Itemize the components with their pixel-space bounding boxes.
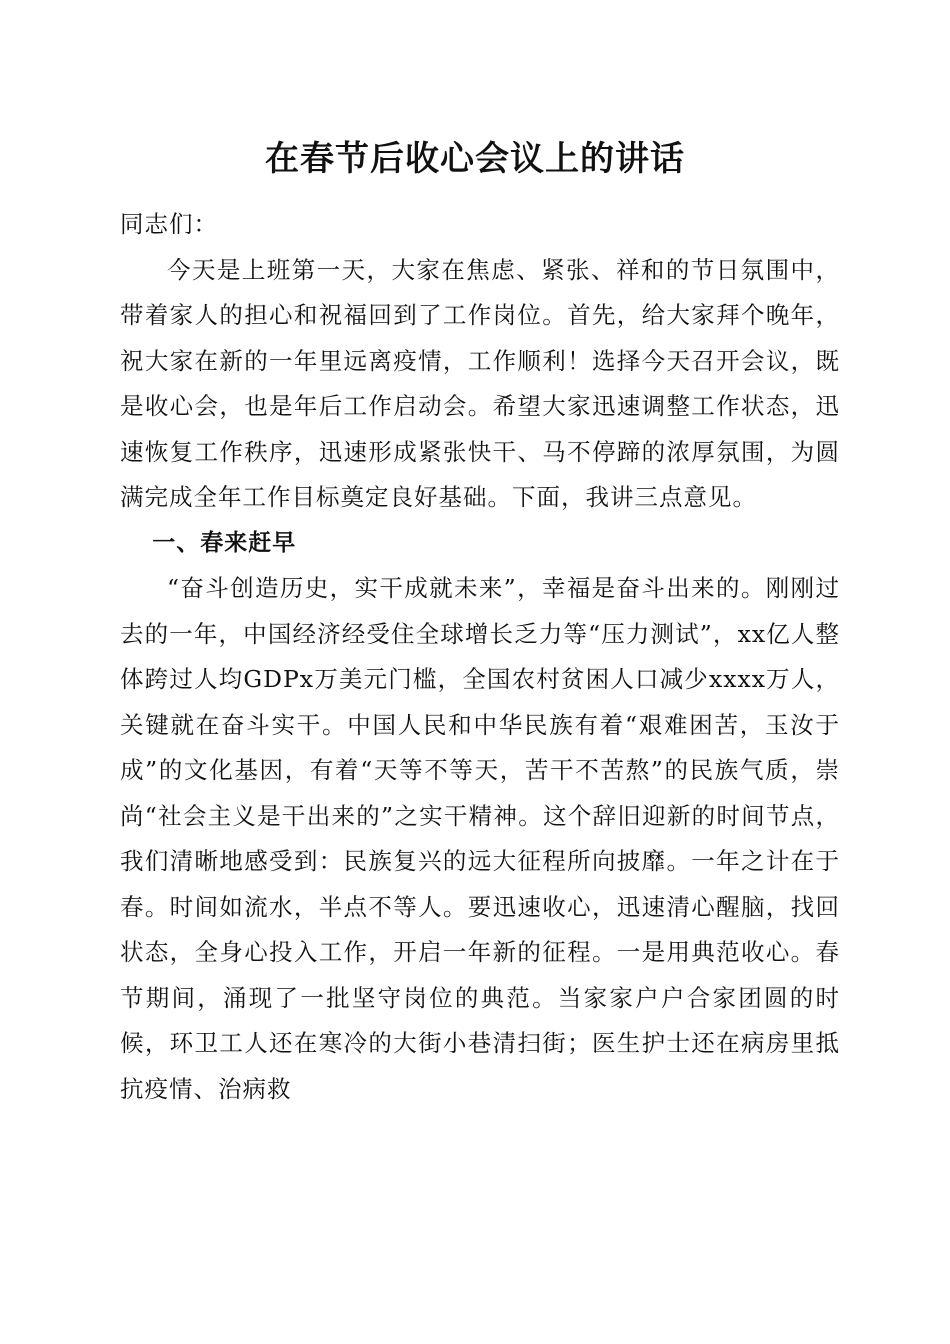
document-title: 在春节后收心会议上的讲话 xyxy=(265,139,685,179)
intro-paragraph: 今天是上班第一天，大家在焦虑、紧张、祥和的节日氛围中，带着家人的担心和祝福回到了工作岗位。首先，给大家拜个晚年，祝大家在新的一年里远离疫情，工作顺利！选择今天召开会议，既是收心会，也是年后工作启动会。希望大家迅速调整工作状态，迅速恢复工作秩序，迅速形成紧张快干、马不停蹄的浓厚氛围，为圆满完成全年工作目标奠定良好基础。下面，我讲三点意见。 xyxy=(120,255,840,511)
salutation: 同志们： xyxy=(120,210,218,238)
section-heading: 一、春来赶早 xyxy=(152,529,297,556)
document-body xyxy=(120,202,840,1112)
section-paragraph: “奋斗创造历史，实干成就未来”，幸福是奋斗出来的。刚刚过去的一年，中国经济经受住全球增长乏力等“压力测试”，xx亿人整体跨过人均GDPx万美元门槛，全国农村贫困人口减少xxxx万人，关键就在奋斗实干。中国人民和中华民族有着“艰难困苦，玉汝于成”的文化基因，有着“天等不等天，苦干不苦熬”的民族气质，崇尚“社会主义是干出来的”之实干精神。这个辞旧迎新的时间节点，我们清晰地感受到：民族复兴的远大征程所向披靡。一年之计在于春。时间如流水，半点不等人。要迅速收心，迅速清心醒脑，找回状态，全身心投入工作，开启一年新的征程。一是用典范收心。春节期间，涌现了一批坚守岗位的典范。当家家户户合家团圆的时候，环卫工人还在寒冷的大街小巷清扫街；医生护士还在病房里抵抗疫情、治病救 xyxy=(120,574,840,1103)
